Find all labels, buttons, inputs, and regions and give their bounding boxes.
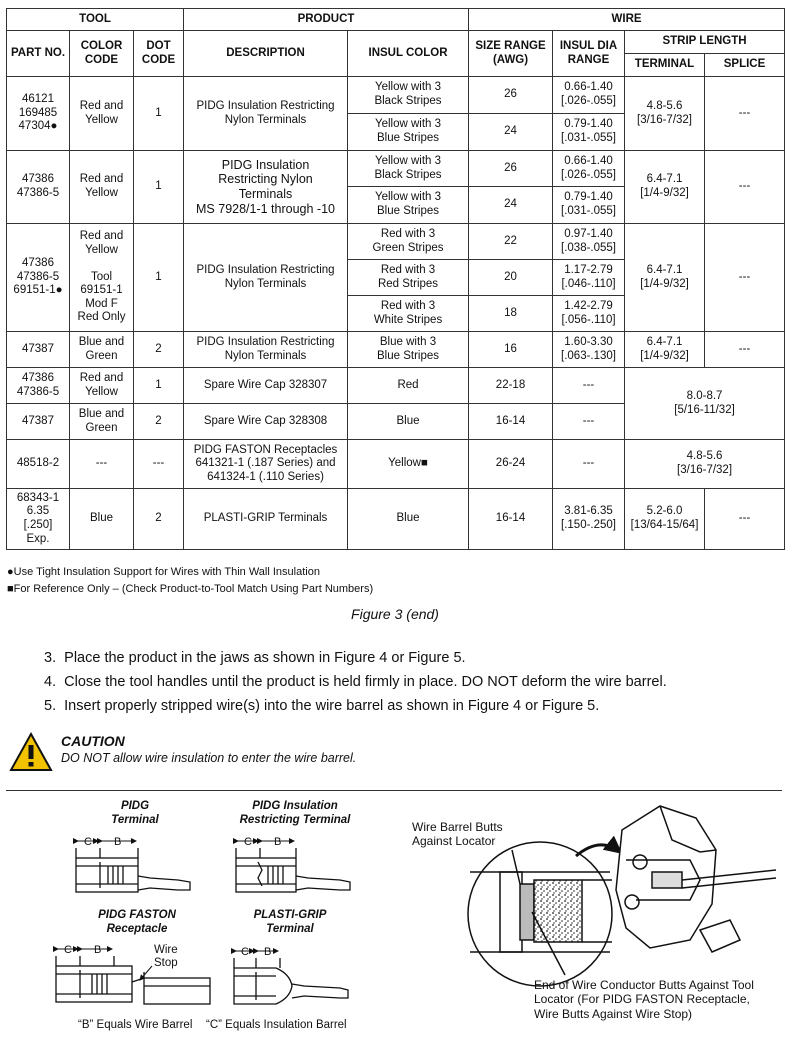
insul-color-cell: Yellow with 3 Blue Stripes — [348, 187, 469, 224]
splice-cell: --- — [705, 77, 785, 151]
footnote-square: ■For Reference Only – (Check Product-to-Tool Match Using Part Numbers) — [7, 583, 374, 595]
pidg-faston-drawing — [56, 956, 210, 1004]
splice-cell: --- — [705, 332, 785, 368]
figure-caption: Figure 3 (end) — [351, 606, 439, 622]
insul-dia-cell: 0.97-1.40 [.038-.055] — [553, 224, 625, 260]
callout-conductor-end: End of Wire Conductor Butts Against Tool Locator (For PIDG FASTON Receptacle, Wire Butts Against Wire Stop) — [534, 978, 754, 1021]
color-code-cell: --- — [70, 440, 134, 489]
dim-b-label: B — [94, 944, 102, 956]
dim-c-label: C — [244, 836, 252, 848]
header-insul-color: INSUL COLOR — [348, 31, 469, 77]
insul-color-cell: Blue with 3 Blue Stripes — [348, 332, 469, 368]
insul-dia-cell: --- — [553, 404, 625, 440]
header-strip-length: STRIP LENGTH — [625, 31, 785, 54]
label-plasti-grip: PLASTI-GRIP Terminal — [253, 909, 327, 936]
part-no-cell: 48518-2 — [7, 440, 70, 489]
insul-dia-cell: 0.79-1.40 [.031-.055] — [553, 114, 625, 151]
color-code-cell: Blue and Green — [70, 332, 134, 368]
description-cell: PIDG Insulation Restricting Nylon Terminals — [184, 77, 348, 151]
terminal-cell: 6.4-7.1 [1/4-9/32] — [625, 151, 705, 224]
part-no-cell: 46121 169485 47304● — [7, 77, 70, 151]
description-cell: Spare Wire Cap 328308 — [184, 404, 348, 440]
size-range-cell: 24 — [469, 114, 553, 151]
part-no-cell: 47386 47386-5 69151-1● — [7, 224, 70, 332]
description-cell: PIDG FASTON Receptacles 641321-1 (.187 Series) and 641324-1 (.110 Series) — [184, 440, 348, 489]
terminal-cell: 4.8-5.6 [3/16-7/32] — [625, 77, 705, 151]
insul-color-cell: Yellow with 3 Blue Stripes — [348, 114, 469, 151]
part-no-cell: 68343-1 6.35 [.250] Exp. — [7, 489, 70, 550]
header-color-code: COLOR CODE — [70, 31, 134, 77]
plasti-grip-drawing — [234, 958, 348, 1004]
insul-color-cell: Blue — [348, 489, 469, 550]
header-wire: WIRE — [469, 9, 785, 31]
dim-b-label: B — [274, 836, 282, 848]
insul-color-cell: Red with 3 Green Stripes — [348, 224, 469, 260]
header-part-no: PART NO. — [7, 31, 70, 77]
insul-color-cell: Yellow with 3 Black Stripes — [348, 77, 469, 114]
insul-color-cell: Yellow with 3 Black Stripes — [348, 151, 469, 187]
dot-code-cell: 1 — [134, 368, 184, 404]
caution-text: DO NOT allow wire insulation to enter the wire barrel. — [61, 751, 357, 765]
color-code-cell: Blue — [70, 489, 134, 550]
terminal-cell: 6.4-7.1 [1/4-9/32] — [625, 332, 705, 368]
insul-color-cell: Yellow■ — [348, 440, 469, 489]
size-range-cell: 22 — [469, 224, 553, 260]
dot-code-cell: 1 — [134, 224, 184, 332]
note-b-wire-barrel: “B” Equals Wire Barrel — [78, 1019, 193, 1031]
dot-code-cell: 1 — [134, 77, 184, 151]
header-insul-dia: INSUL DIA RANGE — [553, 31, 625, 77]
step-text: Insert properly stripped wire(s) into the wire barrel as shown in Figure 4 or Figure 5. — [64, 698, 600, 714]
insul-dia-cell: 1.60-3.30 [.063-.130] — [553, 332, 625, 368]
step-number: 5. — [44, 698, 57, 714]
size-range-cell: 24 — [469, 187, 553, 224]
insul-color-cell: Red — [348, 368, 469, 404]
caution-title: CAUTION — [61, 733, 125, 749]
description-cell: Spare Wire Cap 328307 — [184, 368, 348, 404]
insul-color-cell: Red with 3 Red Stripes — [348, 260, 469, 296]
color-code-cell: Red and Yellow Tool 69151-1 Mod F Red Only — [70, 224, 134, 332]
header-terminal: TERMINAL — [625, 54, 705, 77]
size-range-cell: 26 — [469, 77, 553, 114]
insul-dia-cell: 0.79-1.40 [.031-.055] — [553, 187, 625, 224]
size-range-cell: 16-14 — [469, 404, 553, 440]
insul-dia-cell: 1.17-2.79 [.046-.110] — [553, 260, 625, 296]
color-code-cell: Red and Yellow — [70, 368, 134, 404]
tool-locator-drawing — [468, 806, 776, 986]
pidg-restricting-drawing — [236, 848, 350, 892]
part-no-cell: 47387 — [7, 404, 70, 440]
color-code-cell: Red and Yellow — [70, 151, 134, 224]
label-pidg-faston: PIDG FASTON Receptacle — [98, 909, 176, 936]
part-no-cell: 47386 47386-5 — [7, 368, 70, 404]
size-range-cell: 16-14 — [469, 489, 553, 550]
step-text: Place the product in the jaws as shown in Figure 4 or Figure 5. — [64, 650, 466, 666]
step-text: Close the tool handles until the product is held firmly in place. DO NOT deform the wire barrel. — [64, 674, 667, 690]
insul-dia-cell: 3.81-6.35 [.150-.250] — [553, 489, 625, 550]
step-number: 3. — [44, 650, 57, 666]
splice-cell: --- — [705, 489, 785, 550]
header-splice: SPLICE — [705, 54, 785, 77]
description-cell: PIDG Insulation Restricting Nylon Terminals — [184, 224, 348, 332]
header-size-range: SIZE RANGE (AWG) — [469, 31, 553, 77]
size-range-cell: 22-18 — [469, 368, 553, 404]
part-no-cell: 47386 47386-5 — [7, 151, 70, 224]
color-code-cell: Red and Yellow — [70, 77, 134, 151]
insul-dia-cell: 0.66-1.40 [.026-.055] — [553, 77, 625, 114]
dot-code-cell: --- — [134, 440, 184, 489]
callout-wire-barrel: Wire Barrel Butts Against Locator — [412, 820, 503, 849]
label-pidg-restricting: PIDG Insulation Restricting Terminal — [239, 800, 351, 827]
color-code-cell: Blue and Green — [70, 404, 134, 440]
strip-length-cell: 4.8-5.6 [3/16-7/32] — [625, 440, 785, 489]
dim-c-label: C — [84, 836, 92, 848]
insul-color-cell: Blue — [348, 404, 469, 440]
size-range-cell: 20 — [469, 260, 553, 296]
terminal-cell: 6.4-7.1 [1/4-9/32] — [625, 224, 705, 332]
dim-c-label: C — [64, 944, 72, 956]
pidg-terminal-drawing — [76, 848, 190, 892]
header-product: PRODUCT — [184, 9, 469, 31]
size-range-cell: 18 — [469, 296, 553, 332]
insul-dia-cell: 0.66-1.40 [.026-.055] — [553, 151, 625, 187]
step-number: 4. — [44, 674, 57, 690]
dim-b-label: B — [114, 836, 122, 848]
header-dot-code: DOT CODE — [134, 31, 184, 77]
dim-c-label: C — [241, 946, 249, 958]
splice-cell: --- — [705, 151, 785, 224]
insul-dia-cell: --- — [553, 440, 625, 489]
header-description: DESCRIPTION — [184, 31, 348, 77]
size-range-cell: 16 — [469, 332, 553, 368]
dot-code-cell: 2 — [134, 489, 184, 550]
description-cell: PIDG Insulation Restricting Nylon Terminals MS 7928/1-1 through -10 — [184, 151, 348, 224]
dot-code-cell: 1 — [134, 151, 184, 224]
footnote-dot: ●Use Tight Insulation Support for Wires with Thin Wall Insulation — [7, 566, 320, 578]
size-range-cell: 26-24 — [469, 440, 553, 489]
dim-b-label: B — [264, 946, 272, 958]
terminal-cell: 5.2-6.0 [13/64-15/64] — [625, 489, 705, 550]
header-tool: TOOL — [7, 9, 184, 31]
insul-dia-cell: 1.42-2.79 [.056-.110] — [553, 296, 625, 332]
insul-color-cell: Red with 3 White Stripes — [348, 296, 469, 332]
splice-cell: --- — [705, 224, 785, 332]
dot-code-cell: 2 — [134, 332, 184, 368]
description-cell: PLASTI-GRIP Terminals — [184, 489, 348, 550]
strip-length-cell: 8.0-8.7 [5/16-11/32] — [625, 368, 785, 440]
size-range-cell: 26 — [469, 151, 553, 187]
note-c-insulation-barrel: “C” Equals Insulation Barrel — [206, 1019, 347, 1031]
description-cell: PIDG Insulation Restricting Nylon Terminals — [184, 332, 348, 368]
insul-dia-cell: --- — [553, 368, 625, 404]
part-no-cell: 47387 — [7, 332, 70, 368]
label-pidg-terminal: PIDG Terminal — [111, 800, 159, 827]
dot-code-cell: 2 — [134, 404, 184, 440]
wire-stop-label: Wire Stop — [154, 944, 178, 970]
